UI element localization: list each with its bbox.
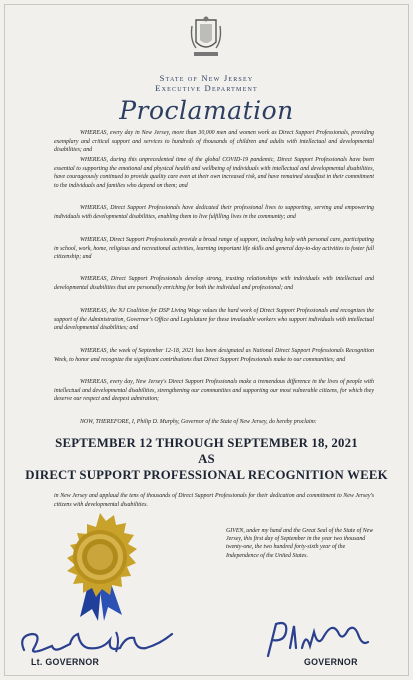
whereas-paragraph: WHEREAS, every day in New Jersey, more than 30,000 men and women work as Direct Support Professionals, providing exemplary and critical support and services to hundreds of thousands of children and adults with intellectual and developmental disabilities; and: [54, 130, 374, 153]
whereas-section: [54, 129, 374, 155]
proclamation-title: Proclamation: [119, 96, 294, 125]
whereas-section: [54, 275, 374, 292]
whereas-section: [54, 204, 374, 221]
whereas-paragraph: WHEREAS, during this unprecedented time of the global COVID-19 pandemic, Direct Support Professionals have been essential to supporting the emotional and physical health and wellbeing of individuals with intellectual and developmental disabilities, have courageously continued to provide quality care even at their own increased risk, and have remained steadfast in their commitment to the individuals and families who depend on them; and: [54, 157, 374, 189]
now-therefore-text: NOW, THEREFORE, I, Philip D. Murphy, Governor of the State of New Jersey, do hereby proclaim:: [80, 419, 317, 425]
now-therefore-section: [54, 418, 374, 427]
whereas-section: [54, 156, 374, 190]
whereas-paragraph: WHEREAS, Direct Support Professionals develop strong, trusting relationships with individuals with intellectual and developmental disabilities that are personally enriching for both the individual and professional; and: [54, 276, 374, 291]
department-heading: Executive Department: [155, 83, 258, 93]
headline-recognition-week: DIRECT SUPPORT PROFESSIONAL RECOGNITION WEEK: [25, 468, 388, 482]
whereas-paragraph: WHEREAS, the week of September 12-18, 2021 has been designated as National Direct Support Professionals Recognition Week, to honor and recognize the significant contributions that Direct Support Professionals make to our communities; and: [54, 348, 374, 363]
lt-governor-label: Lt. GOVERNOR: [31, 657, 100, 667]
whereas-section: [54, 307, 374, 333]
whereas-paragraph: WHEREAS, the NJ Coalition for DSP Living Wage values the hard work of Direct Support Professionals and recognizes the support of the Administration, Governor's Office and Legislature for these invaluable workers who support individuals with intellectual and developmental disabilities; and: [54, 308, 374, 331]
whereas-paragraph: WHEREAS, Direct Support Professionals provide a broad range of support, including help with personal care, participating in school, work, home, religious and recreational activities, learning important life skills and general day-to-day activities to foster full citizenship; and: [54, 237, 374, 260]
headline-dates: SEPTEMBER 12 THROUGH SEPTEMBER 18, 2021: [55, 436, 358, 450]
given-block: GIVEN, under my hand and the Great Seal of the State of New Jersey, this first day of September in the year two thousand twenty-one, the two hundred forty-sixth year of the Independence of the United States.: [226, 528, 374, 559]
closing-text: in New Jersey and applaud the tens of thousands of Direct Support Professionals for their dedication and commitment to New Jersey's citizens with developmental disabilities.: [54, 493, 374, 508]
whereas-section: [54, 347, 374, 364]
whereas-paragraph: WHEREAS, Direct Support Professionals have dedicated their professional lives to supporting, serving and empowering individuals with developmental disabilities, enabling them to live fulfilling lives in the community; and: [54, 205, 374, 220]
whereas-section: [54, 378, 374, 404]
state-crest-icon: [188, 16, 224, 60]
great-seal-icon: [40, 505, 160, 625]
headline-as: AS: [198, 452, 215, 466]
state-heading: State of New Jersey: [159, 73, 254, 83]
governor-label: GOVERNOR: [304, 657, 358, 667]
whereas-paragraph: WHEREAS, every day, New Jersey's Direct Support Professionals make a tremendous difference in the lives of people with intellectual and developmental disabilities, strengthening our communities and supporting our most vulnerable citizens, for which they deserve our respect and deepest admiration;: [54, 379, 374, 402]
lt-governor-signature: [12, 622, 192, 662]
governor-signature: [258, 618, 378, 662]
whereas-section: [54, 236, 374, 262]
